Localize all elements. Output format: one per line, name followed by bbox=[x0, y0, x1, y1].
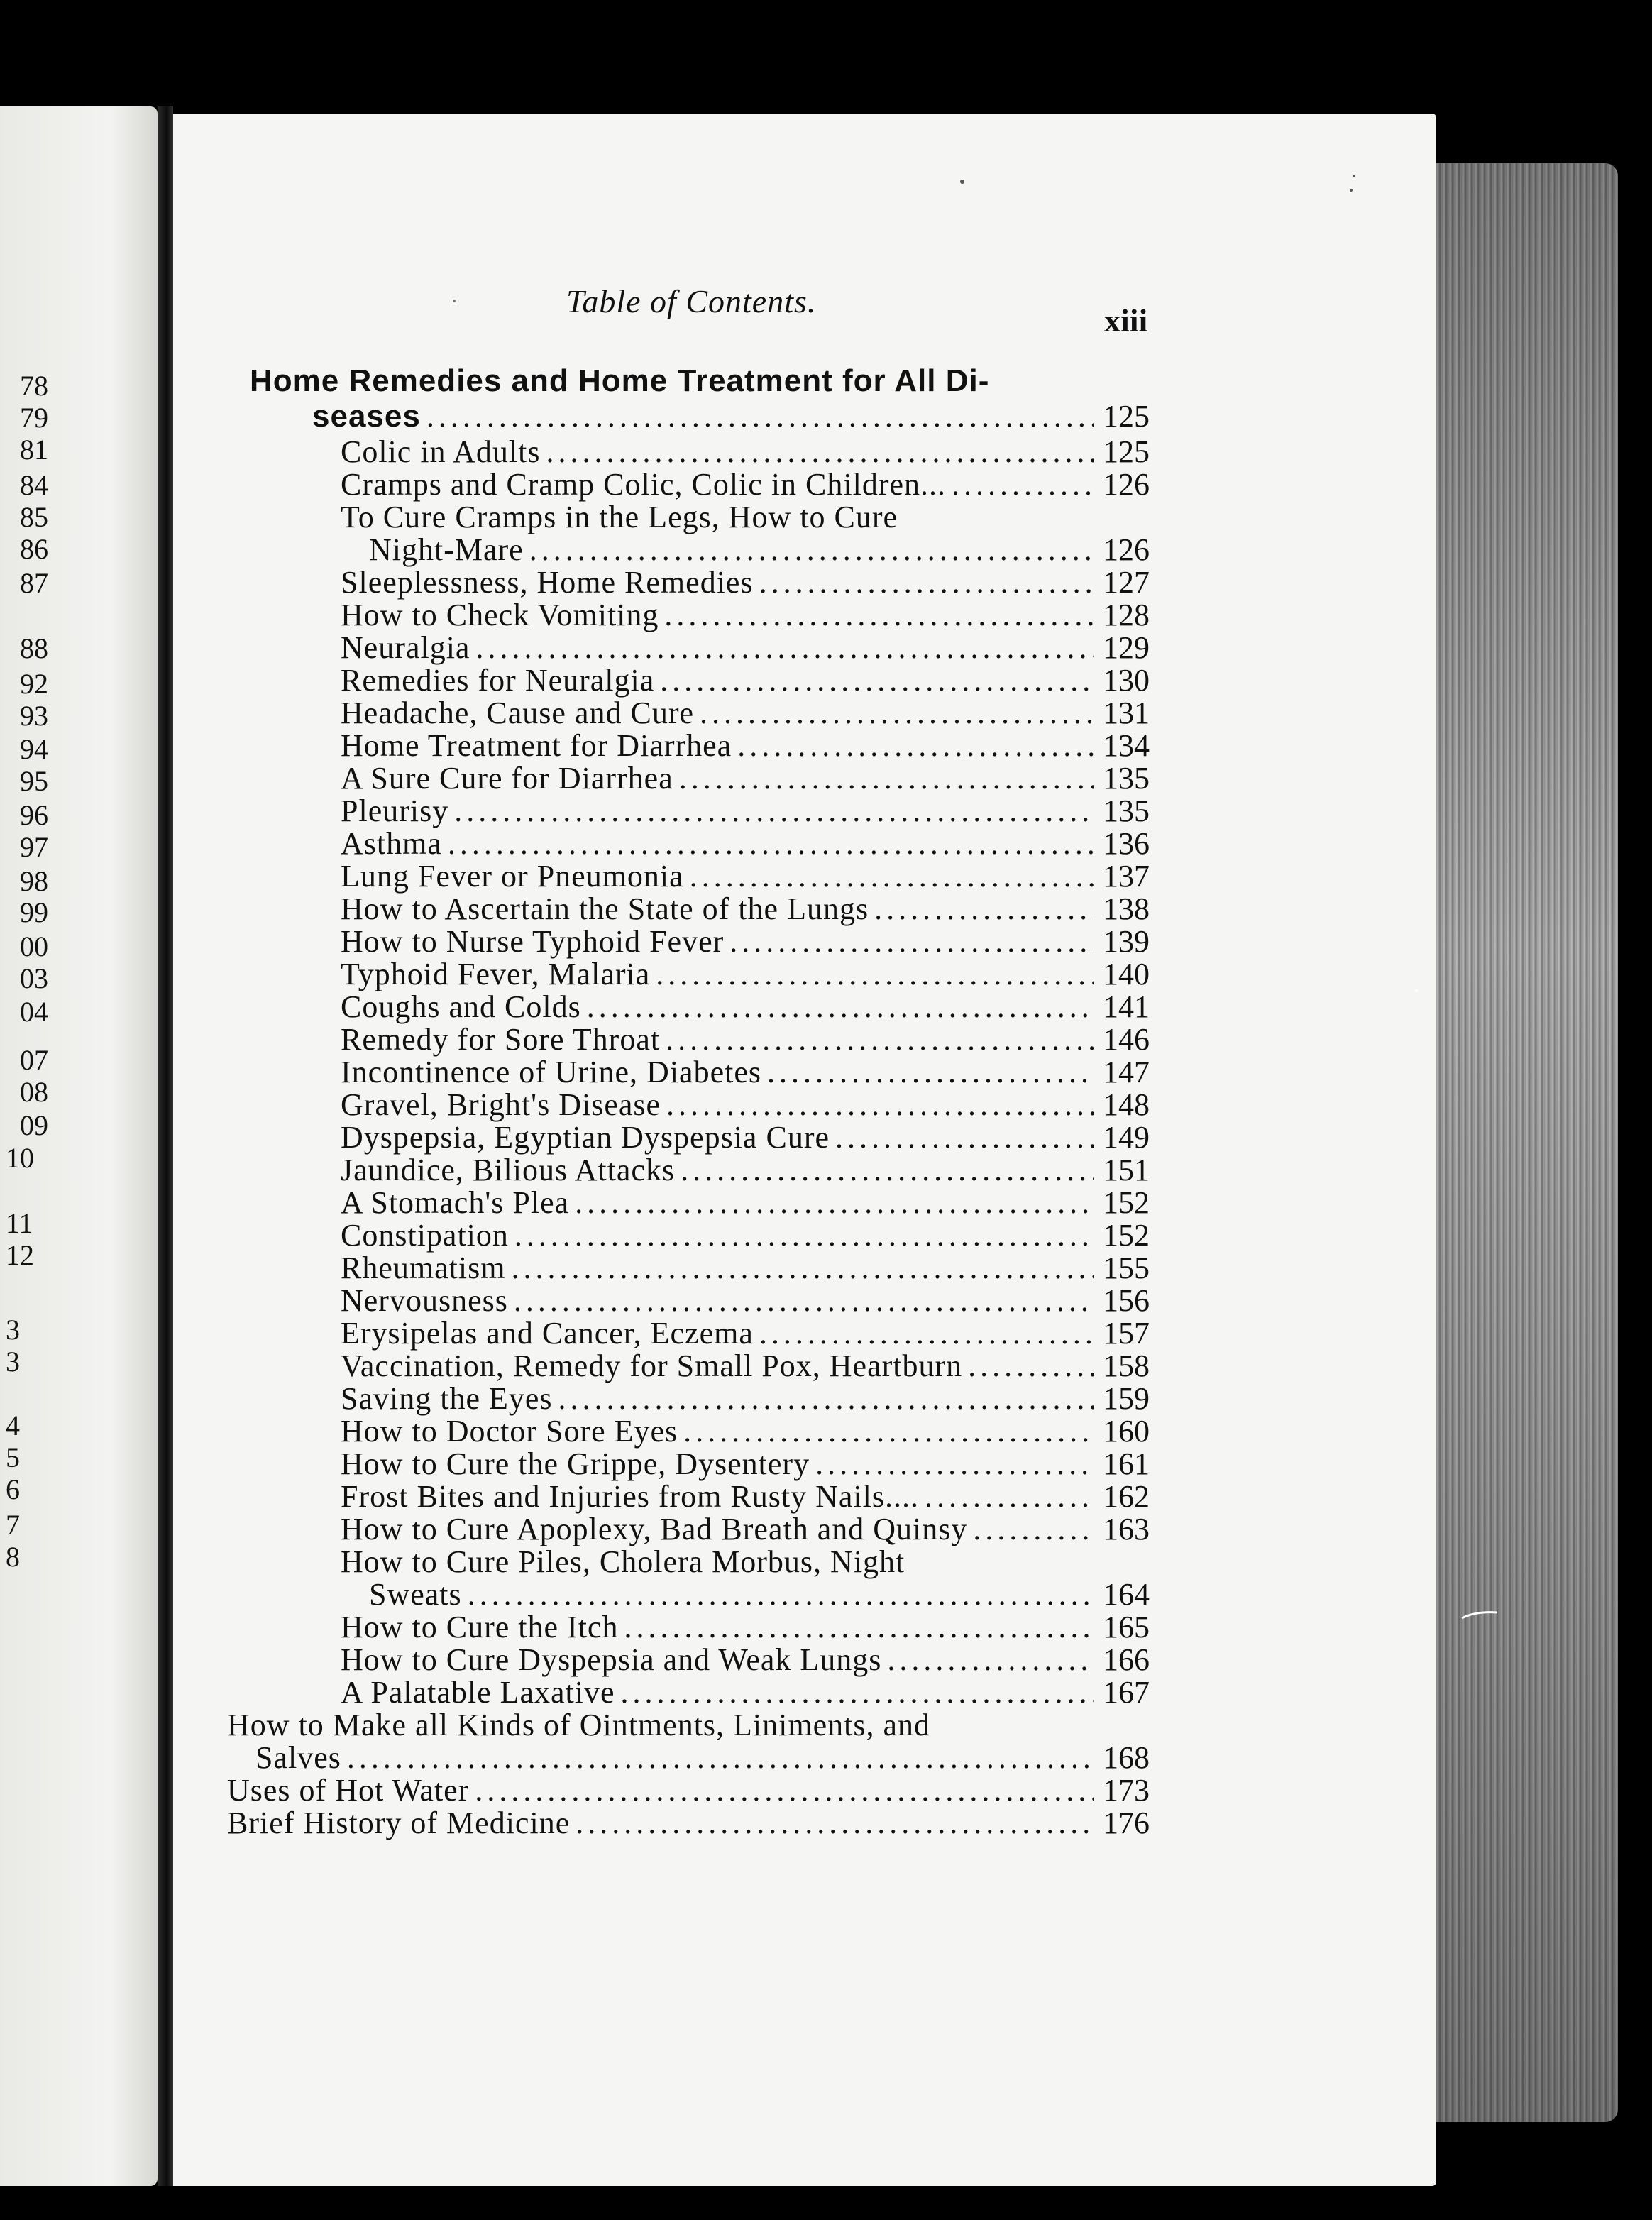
left-page-number: 11 bbox=[6, 1207, 33, 1239]
left-page-number: 3 bbox=[6, 1346, 20, 1378]
left-page-number: 98 bbox=[20, 865, 48, 897]
dot-leader bbox=[835, 1120, 1094, 1155]
toc-entry-page-number: 167 bbox=[1103, 1675, 1150, 1710]
toc-entry-page-number: 141 bbox=[1103, 989, 1150, 1024]
dot-leader bbox=[815, 1446, 1094, 1482]
toc-entry-title: How to Cure the Itch bbox=[341, 1610, 619, 1644]
dot-leader bbox=[737, 728, 1094, 764]
toc-entry-title: Home Treatment for Diarrhea bbox=[341, 728, 732, 763]
toc-entry bbox=[341, 761, 1150, 796]
toc-entry-page-number: 173 bbox=[1103, 1773, 1150, 1808]
dot-leader bbox=[683, 1414, 1094, 1449]
left-page-number: 08 bbox=[20, 1076, 48, 1108]
toc-entry-title-continuation: Sweats bbox=[369, 1577, 462, 1612]
dot-leader bbox=[514, 1218, 1094, 1253]
toc-entry-page-number: 136 bbox=[1103, 826, 1150, 861]
toc-entry-title: Frost Bites and Injuries from Rusty Nails.... bbox=[341, 1479, 919, 1514]
toc-entry-page-number: 152 bbox=[1103, 1218, 1150, 1253]
left-page-number: 92 bbox=[20, 668, 48, 700]
toc-entry bbox=[341, 1087, 1150, 1123]
toc-entry-page-number: 166 bbox=[1103, 1642, 1150, 1677]
toc-entry bbox=[227, 1773, 1150, 1808]
toc-entry bbox=[341, 826, 1150, 862]
toc-entry bbox=[341, 1185, 1150, 1221]
toc-section-row bbox=[312, 399, 1150, 434]
section-page-number: 125 bbox=[1103, 399, 1150, 434]
left-page-number: 5 bbox=[6, 1441, 20, 1473]
dot-leader bbox=[925, 1479, 1094, 1515]
left-page-number: 97 bbox=[20, 831, 48, 863]
toc-entry bbox=[341, 663, 1150, 698]
toc-entry-title: Remedy for Sore Throat bbox=[341, 1022, 661, 1057]
toc-entry bbox=[341, 1251, 1150, 1286]
left-page-number: 88 bbox=[20, 632, 48, 664]
toc-entry-page-number: 128 bbox=[1103, 598, 1150, 632]
toc-entry-title: How to Cure Apoplexy, Bad Breath and Quinsy bbox=[341, 1512, 968, 1546]
dot-leader bbox=[454, 793, 1094, 829]
toc-entry-title: Saving the Eyes bbox=[341, 1381, 553, 1416]
toc-entry-title: Gravel, Bright's Disease bbox=[341, 1087, 661, 1122]
left-page-number: 04 bbox=[20, 996, 48, 1028]
toc-entry-page-number: 165 bbox=[1103, 1610, 1150, 1644]
left-page-number: 00 bbox=[20, 930, 48, 962]
toc-entry bbox=[255, 1740, 1150, 1776]
toc-entry-title: Colic in Adults bbox=[341, 434, 541, 469]
toc-entry-title: Constipation bbox=[341, 1218, 509, 1253]
section-title-continuation: seases bbox=[312, 399, 421, 434]
dot-leader bbox=[700, 696, 1094, 731]
left-page-number: 99 bbox=[20, 896, 48, 928]
toc-entry-page-number: 168 bbox=[1103, 1740, 1150, 1775]
toc-entry-page-number: 140 bbox=[1103, 957, 1150, 991]
toc-entry-title: Sleeplessness, Home Remedies bbox=[341, 565, 754, 600]
left-page-number: 84 bbox=[20, 469, 48, 501]
toc-entry bbox=[341, 1446, 1150, 1482]
toc-entry bbox=[341, 1022, 1150, 1057]
left-page-number: 87 bbox=[20, 567, 48, 599]
toc-entry-page-number: 163 bbox=[1103, 1512, 1150, 1546]
left-page-number: 81 bbox=[20, 434, 48, 466]
toc-entry-page-number: 138 bbox=[1103, 891, 1150, 926]
dot-leader bbox=[681, 1153, 1094, 1188]
left-page-number: 6 bbox=[6, 1473, 20, 1505]
toc-entry-page-number: 158 bbox=[1103, 1348, 1150, 1383]
toc-entry-page-number: 176 bbox=[1103, 1806, 1150, 1840]
dot-leader bbox=[468, 1577, 1094, 1612]
toc-entry bbox=[341, 859, 1150, 894]
toc-entry-page-number: 152 bbox=[1103, 1185, 1150, 1220]
left-page-number: 95 bbox=[20, 765, 48, 797]
toc-entry bbox=[369, 532, 1150, 568]
toc-entry-title: How to Cure Piles, Cholera Morbus, Night bbox=[341, 1544, 905, 1579]
toc-entry-page-number: 155 bbox=[1103, 1251, 1150, 1285]
toc-entry-title: A Sure Cure for Diarrhea bbox=[341, 761, 673, 796]
toc-entry bbox=[341, 1153, 1150, 1188]
toc-entry-title: Cramps and Cramp Colic, Colic in Children... bbox=[341, 467, 947, 502]
dot-leader bbox=[887, 1642, 1094, 1678]
toc-entry bbox=[341, 696, 1150, 731]
dot-leader bbox=[475, 1773, 1094, 1808]
toc-entry bbox=[341, 1120, 1150, 1155]
toc-entry bbox=[341, 434, 1150, 470]
left-page-number: 07 bbox=[20, 1044, 48, 1076]
toc-entry-title: How to Check Vomiting bbox=[341, 598, 659, 632]
dot-leader bbox=[664, 598, 1094, 633]
running-header-title: Table of Contents. bbox=[566, 283, 817, 319]
toc-entry-title: Asthma bbox=[341, 826, 442, 861]
dot-leader bbox=[426, 399, 1094, 434]
toc-entry-title: Headache, Cause and Cure bbox=[341, 696, 695, 730]
toc-entry bbox=[341, 989, 1150, 1025]
toc-entry-title: How to Nurse Typhoid Fever bbox=[341, 924, 725, 959]
left-page-number: 96 bbox=[20, 799, 48, 831]
dot-leader bbox=[529, 532, 1094, 568]
toc-entry-page-number: 161 bbox=[1103, 1446, 1150, 1481]
toc-entry-title-continuation: Salves bbox=[255, 1740, 341, 1775]
left-page-number: 03 bbox=[20, 962, 48, 994]
toc-entry bbox=[341, 1348, 1150, 1384]
toc-entry bbox=[227, 1806, 1150, 1841]
toc-entry-page-number: 160 bbox=[1103, 1414, 1150, 1449]
toc-entry-page-number: 129 bbox=[1103, 630, 1150, 665]
left-page-number: 12 bbox=[6, 1239, 34, 1271]
toc-entry-title: To Cure Cramps in the Legs, How to Cure bbox=[341, 500, 898, 534]
left-page-number: 79 bbox=[20, 402, 48, 434]
left-page-number: 93 bbox=[20, 700, 48, 732]
left-page-number: 85 bbox=[20, 501, 48, 533]
toc-entry-page-number: 131 bbox=[1103, 696, 1150, 730]
toc-entry-title: Coughs and Colds bbox=[341, 989, 581, 1024]
toc-entry-page-number: 147 bbox=[1103, 1055, 1150, 1089]
dot-leader bbox=[546, 434, 1094, 470]
left-page-number: 7 bbox=[6, 1509, 20, 1541]
left-page-number: 86 bbox=[20, 533, 48, 565]
dot-leader bbox=[624, 1610, 1094, 1645]
toc-entry bbox=[341, 1610, 1150, 1645]
toc-entry-title: A Stomach's Plea bbox=[341, 1185, 570, 1220]
toc-entry bbox=[341, 793, 1150, 829]
dot-leader bbox=[952, 467, 1094, 502]
toc-entry-title: Erysipelas and Cancer, Eczema bbox=[341, 1316, 754, 1351]
toc-entry-title: How to Cure the Grippe, Dysentery bbox=[341, 1446, 810, 1481]
toc-entry-page-number: 164 bbox=[1103, 1577, 1150, 1612]
toc-entry-title: Remedies for Neuralgia bbox=[341, 663, 655, 698]
dot-leader bbox=[558, 1381, 1094, 1417]
dot-leader bbox=[973, 1512, 1094, 1547]
dot-leader bbox=[621, 1675, 1094, 1710]
toc-entry-title: How to Doctor Sore Eyes bbox=[341, 1414, 678, 1449]
toc-entry bbox=[341, 1055, 1150, 1090]
dot-leader bbox=[968, 1348, 1094, 1384]
toc-entry-title: A Palatable Laxative bbox=[341, 1675, 615, 1710]
toc-entry-title: How to Make all Kinds of Ointments, Liniments, and bbox=[227, 1708, 930, 1742]
toc-entry bbox=[369, 1577, 1150, 1612]
toc-entry bbox=[341, 467, 1150, 502]
dot-leader bbox=[767, 1055, 1094, 1090]
toc-entry bbox=[341, 1675, 1150, 1710]
toc-entry-page-number: 146 bbox=[1103, 1022, 1150, 1057]
left-page-number: 3 bbox=[6, 1314, 20, 1346]
toc-entry bbox=[341, 1512, 1150, 1547]
toc-entry-title: How to Cure Dyspepsia and Weak Lungs bbox=[341, 1642, 882, 1677]
dot-leader bbox=[475, 630, 1094, 666]
toc-entry-title: Vaccination, Remedy for Small Pox, Heartburn bbox=[341, 1348, 963, 1383]
toc-entry-title-continuation: Night-Mare bbox=[369, 532, 524, 567]
toc-entry-page-number: 149 bbox=[1103, 1120, 1150, 1155]
toc-entry-page-number: 126 bbox=[1103, 532, 1150, 567]
left-page-number: 78 bbox=[20, 370, 48, 402]
toc-entry bbox=[341, 728, 1150, 764]
toc-entry-title: Typhoid Fever, Malaria bbox=[341, 957, 651, 991]
toc-entry bbox=[341, 1479, 1150, 1515]
dot-leader bbox=[759, 565, 1094, 600]
running-header-page-number: xiii bbox=[1104, 302, 1148, 339]
dot-leader bbox=[759, 1316, 1094, 1351]
toc-entry-title: Lung Fever or Pneumonia bbox=[341, 859, 684, 894]
toc-entry-title: Neuralgia bbox=[341, 630, 470, 665]
toc-entry-title: Brief History of Medicine bbox=[227, 1806, 571, 1840]
toc-entry-page-number: 156 bbox=[1103, 1283, 1150, 1318]
left-page-number: 8 bbox=[6, 1541, 20, 1573]
toc-entry bbox=[341, 1381, 1150, 1417]
toc-entry bbox=[341, 630, 1150, 666]
dot-leader bbox=[666, 1022, 1094, 1057]
dot-leader bbox=[729, 924, 1094, 960]
toc-entry-page-number: 151 bbox=[1103, 1153, 1150, 1187]
toc-entry bbox=[341, 565, 1150, 600]
toc-entry-page-number: 135 bbox=[1103, 793, 1150, 828]
toc-entry-page-number: 148 bbox=[1103, 1087, 1150, 1122]
toc-entry bbox=[341, 1316, 1150, 1351]
toc-entry-page-number: 125 bbox=[1103, 434, 1150, 469]
dot-leader bbox=[514, 1283, 1094, 1319]
left-page-number: 94 bbox=[20, 733, 48, 765]
toc-entry-title: Uses of Hot Water bbox=[227, 1773, 470, 1808]
toc-entry bbox=[341, 957, 1150, 992]
toc-entry bbox=[341, 1218, 1150, 1253]
toc-entry bbox=[341, 1642, 1150, 1678]
toc-entry bbox=[341, 598, 1150, 633]
left-page-number: 09 bbox=[20, 1109, 48, 1141]
dot-leader bbox=[448, 826, 1094, 862]
section-title: Home Remedies and Home Treatment for All Di- bbox=[250, 363, 990, 398]
toc-entry-page-number: 157 bbox=[1103, 1316, 1150, 1351]
toc-entry-page-number: 137 bbox=[1103, 859, 1150, 894]
dot-leader bbox=[347, 1740, 1094, 1776]
toc-entry bbox=[341, 924, 1150, 960]
toc-entry-title: Jaundice, Bilious Attacks bbox=[341, 1153, 676, 1187]
left-page-number: 4 bbox=[6, 1410, 20, 1441]
toc-entry-page-number: 130 bbox=[1103, 663, 1150, 698]
dot-leader bbox=[575, 1185, 1094, 1221]
toc-entry-title: Rheumatism bbox=[341, 1251, 506, 1285]
toc-entry-page-number: 162 bbox=[1103, 1479, 1150, 1514]
dot-leader bbox=[690, 859, 1094, 894]
toc-entry-title: How to Ascertain the State of the Lungs bbox=[341, 891, 869, 926]
toc-entry-title: Incontinence of Urine, Diabetes bbox=[341, 1055, 761, 1089]
dot-leader bbox=[679, 761, 1094, 796]
dot-leader bbox=[587, 989, 1094, 1025]
dot-leader bbox=[874, 891, 1094, 927]
dot-leader bbox=[656, 957, 1094, 992]
toc-entry-title: Pleurisy bbox=[341, 793, 449, 828]
left-page-number: 10 bbox=[6, 1142, 34, 1174]
toc-entry-page-number: 159 bbox=[1103, 1381, 1150, 1416]
book-gutter bbox=[158, 106, 173, 2186]
dot-leader bbox=[576, 1806, 1094, 1841]
toc-entry-page-number: 139 bbox=[1103, 924, 1150, 959]
toc-entry-page-number: 127 bbox=[1103, 565, 1150, 600]
toc-entry bbox=[341, 891, 1150, 927]
toc-entry-title: Nervousness bbox=[341, 1283, 508, 1318]
toc-entry-page-number: 135 bbox=[1103, 761, 1150, 796]
dot-leader bbox=[666, 1087, 1094, 1123]
toc-entry-page-number: 126 bbox=[1103, 467, 1150, 502]
dot-leader bbox=[660, 663, 1094, 698]
toc-entry bbox=[341, 1414, 1150, 1449]
dot-leader bbox=[511, 1251, 1094, 1286]
toc-entry bbox=[341, 1283, 1150, 1319]
toc-entry-title: Dyspepsia, Egyptian Dyspepsia Cure bbox=[341, 1120, 830, 1155]
toc-entry-page-number: 134 bbox=[1103, 728, 1150, 763]
